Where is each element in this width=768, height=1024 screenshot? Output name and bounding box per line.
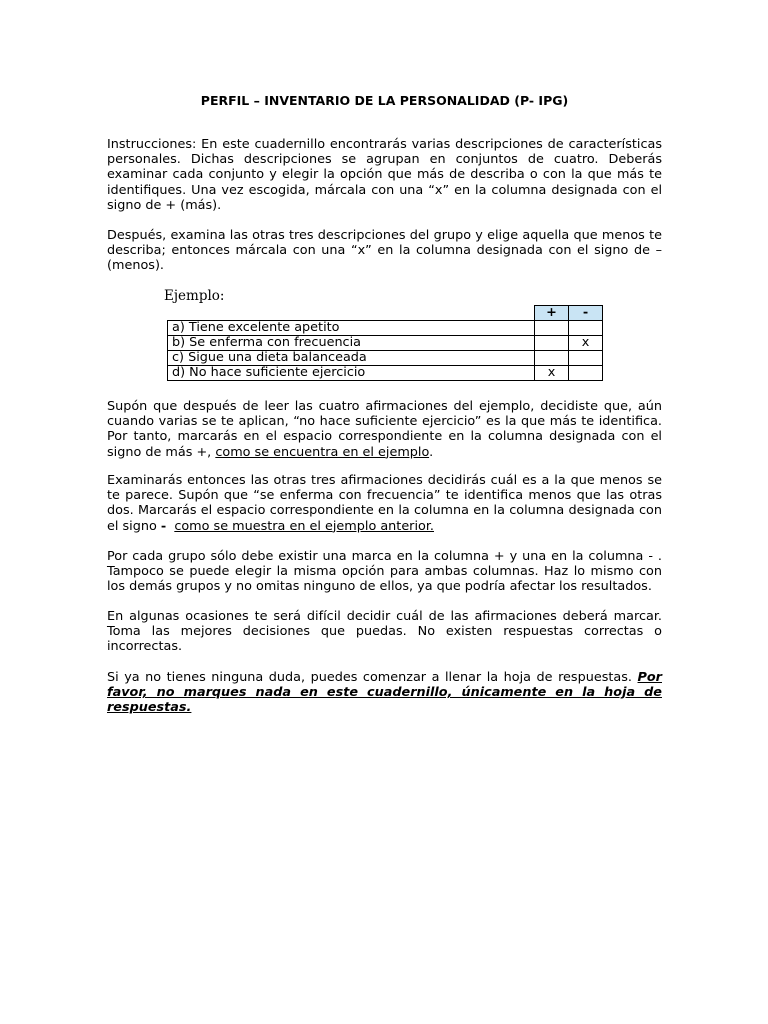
row-plus-mark [535,351,569,366]
difficulty-paragraph: En algunas ocasiones te será difícil decidir cuál de las afirmaciones deberá marcar. Toma las mejores decisiones que puedas. No existen respuestas correctas o incorrectas. [107,609,662,655]
table-row [168,321,603,336]
minus-column-header: - [569,306,603,321]
row-minus-mark: x [569,336,603,351]
example-explanation-minus [107,473,662,534]
paragraph-text: Supón que después de leer las cuatro afirmaciones del ejemplo, decidiste que, aún cuando varias se te aplican, “no hace suficiente ejercicio” es la que más te identifica. Por tanto, marcarás en el espacio correspondiente en la columna designada con el signo de más +, [107,399,662,460]
row-plus-mark [535,336,569,351]
table-row [168,351,603,366]
underlined-text: como se muestra en el ejemplo anterior. [174,518,434,534]
emphasis-text: Por favor, no marques nada en este cuadernillo, únicamente en la hoja de respuestas. [107,670,662,716]
row-description: a) Tiene excelente apetito [168,321,535,336]
table-row [168,366,603,381]
example-table-header [168,306,603,321]
instructions-paragraph: Instrucciones: En este cuadernillo encontrarás varias descripciones de características personales. Dichas descripciones se agrupan en conjuntos de cuatro. Deberás examinar cada conjunto y elegir la opción que más de describa o con la que más te identifiques. Una vez escogida, márcala con una “x” en la columna designada con el signo de + (más). [107,137,662,213]
paragraph-text: Si ya no tienes ninguna duda, puedes comenzar a llenar la hoja de respuestas. [107,670,638,685]
paragraph-end: . [429,444,434,460]
example-explanation-plus [107,399,662,460]
instructions-minus-paragraph: Después, examina las otras tres descripciones del grupo y elige aquella que menos te describa; entonces márcala con una “x” en la columna designada con el signo de – (menos). [107,228,662,274]
row-description: c) Sigue una dieta balanceada [168,351,535,366]
row-description: b) Se enferma con frecuencia [168,336,535,351]
row-plus-mark: x [535,366,569,381]
row-minus-mark [569,351,603,366]
example-header-blank [168,306,535,321]
underlined-text: como se encuentra en el ejemplo [215,444,430,460]
example-table [167,305,603,381]
table-row [168,336,603,351]
row-plus-mark [535,321,569,336]
rules-paragraph: Por cada grupo sólo debe existir una marca en la columna + y una en la columna - . Tampoco se puede elegir la misma opción para ambas columnas. Haz lo mismo con los demás grupos y no omitas ninguno de ellos, ya que podría afectar los resultados. [107,549,662,595]
closing-paragraph [107,670,662,716]
example-label: Ejemplo: [164,288,225,304]
row-minus-mark [569,321,603,336]
minus-sign: - [160,518,167,534]
row-description: d) No hace suficiente ejercicio [168,366,535,381]
document-title: PERFIL – INVENTARIO DE LA PERSONALIDAD (P- IPG) [200,93,569,108]
plus-column-header: + [535,306,569,321]
paragraph-text: Examinarás entonces las otras tres afirmaciones decidirás cuál es a la que menos se te parece. Supón que “se enferma con frecuencia” te identifica menos que las otras dos. Marcarás el espacio correspondiente en la columna en la columna designada con el signo [107,473,662,534]
row-minus-mark [569,366,603,381]
